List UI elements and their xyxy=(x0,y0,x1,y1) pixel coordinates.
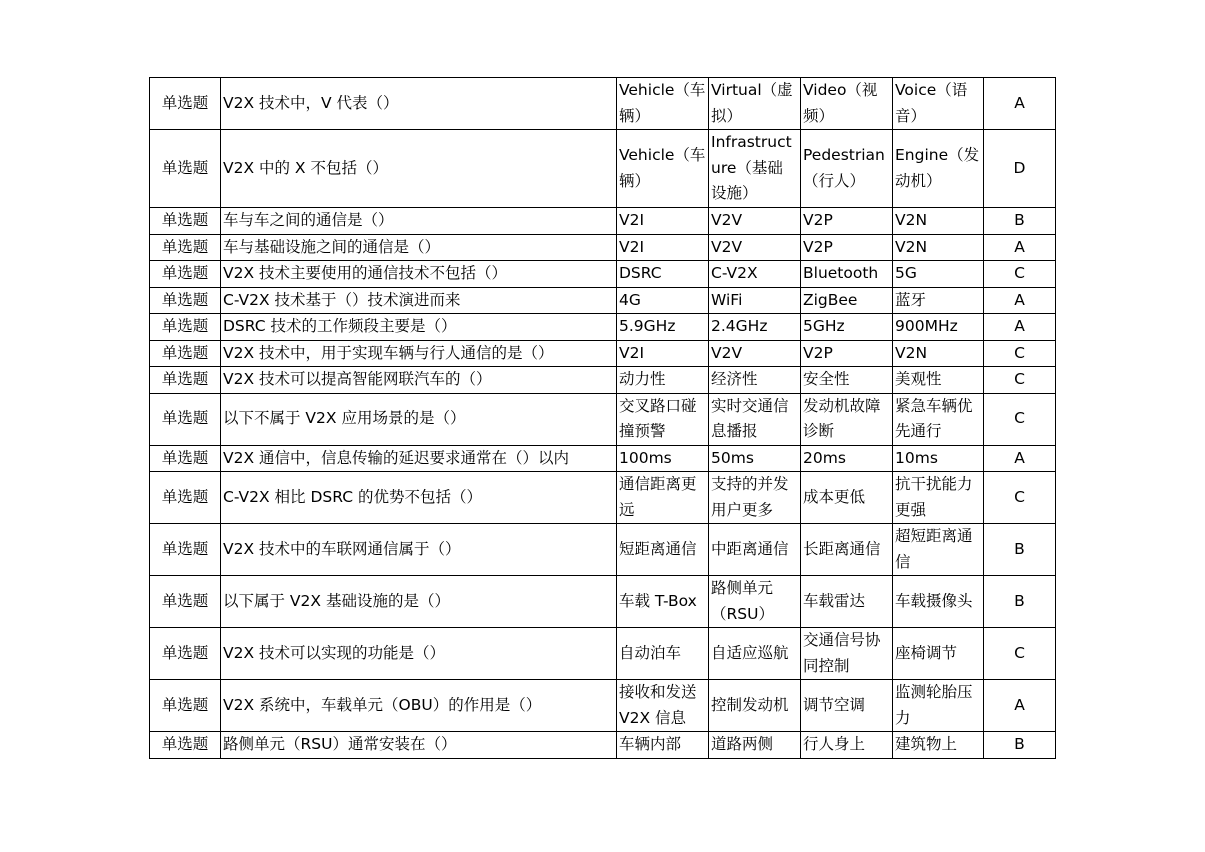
question-text-cell: V2X 系统中，车载单元（OBU）的作用是（） xyxy=(221,680,617,732)
question-text-cell: V2X 技术中的车联网通信属于（） xyxy=(221,524,617,576)
table-row xyxy=(150,576,1056,628)
option-b-cell: Virtual（虚拟） xyxy=(709,78,801,130)
option-c-cell: 调节空调 xyxy=(801,680,893,732)
option-c-cell: ZigBee xyxy=(801,287,893,314)
answer-cell: C xyxy=(984,261,1056,288)
option-d-cell: 紧急车辆优先通行 xyxy=(893,393,984,445)
answer-cell: D xyxy=(984,130,1056,208)
option-c-cell: V2P xyxy=(801,208,893,235)
question-type-cell: 单选题 xyxy=(150,287,221,314)
option-c-cell: Bluetooth xyxy=(801,261,893,288)
option-b-cell: 路侧单元（RSU） xyxy=(709,576,801,628)
question-type-cell: 单选题 xyxy=(150,576,221,628)
question-text-cell: V2X 技术可以实现的功能是（） xyxy=(221,628,617,680)
option-a-cell: Vehicle（车辆） xyxy=(617,130,709,208)
option-c-cell: 发动机故障诊断 xyxy=(801,393,893,445)
option-c-cell: 成本更低 xyxy=(801,472,893,524)
question-type-cell: 单选题 xyxy=(150,524,221,576)
option-a-cell: 自动泊车 xyxy=(617,628,709,680)
question-type-cell: 单选题 xyxy=(150,130,221,208)
question-type-cell: 单选题 xyxy=(150,78,221,130)
option-d-cell: 座椅调节 xyxy=(893,628,984,680)
answer-cell: C xyxy=(984,393,1056,445)
table-row xyxy=(150,524,1056,576)
option-c-cell: 长距离通信 xyxy=(801,524,893,576)
question-table xyxy=(149,77,1056,759)
question-type-cell: 单选题 xyxy=(150,732,221,759)
option-d-cell: 10ms xyxy=(893,445,984,472)
question-type-cell: 单选题 xyxy=(150,340,221,367)
answer-cell: A xyxy=(984,78,1056,130)
option-c-cell: Pedestrian（行人） xyxy=(801,130,893,208)
option-a-cell: 5.9GHz xyxy=(617,314,709,341)
option-a-cell: V2I xyxy=(617,340,709,367)
option-b-cell: WiFi xyxy=(709,287,801,314)
option-c-cell: 安全性 xyxy=(801,367,893,394)
question-type-cell: 单选题 xyxy=(150,628,221,680)
option-a-cell: 100ms xyxy=(617,445,709,472)
question-type-cell: 单选题 xyxy=(150,234,221,261)
option-d-cell: V2N xyxy=(893,340,984,367)
question-text-cell: V2X 中的 X 不包括（） xyxy=(221,130,617,208)
question-type-cell: 单选题 xyxy=(150,445,221,472)
option-d-cell: 美观性 xyxy=(893,367,984,394)
table-row xyxy=(150,445,1056,472)
option-d-cell: Voice（语音） xyxy=(893,78,984,130)
table-row xyxy=(150,287,1056,314)
option-c-cell: V2P xyxy=(801,234,893,261)
question-type-cell: 单选题 xyxy=(150,367,221,394)
option-d-cell: V2N xyxy=(893,234,984,261)
question-text-cell: V2X 技术中，用于实现车辆与行人通信的是（） xyxy=(221,340,617,367)
option-b-cell: 自适应巡航 xyxy=(709,628,801,680)
table-row xyxy=(150,628,1056,680)
table-row xyxy=(150,234,1056,261)
option-c-cell: 车载雷达 xyxy=(801,576,893,628)
question-text-cell: V2X 技术主要使用的通信技术不包括（） xyxy=(221,261,617,288)
answer-cell: C xyxy=(984,367,1056,394)
option-c-cell: V2P xyxy=(801,340,893,367)
question-text-cell: V2X 技术中，V 代表（） xyxy=(221,78,617,130)
table-row xyxy=(150,680,1056,732)
option-b-cell: V2V xyxy=(709,340,801,367)
option-c-cell: 交通信号协同控制 xyxy=(801,628,893,680)
table-row xyxy=(150,393,1056,445)
option-a-cell: 4G xyxy=(617,287,709,314)
option-b-cell: 50ms xyxy=(709,445,801,472)
option-d-cell: 监测轮胎压力 xyxy=(893,680,984,732)
question-text-cell: C-V2X 技术基于（）技术演进而来 xyxy=(221,287,617,314)
table-row xyxy=(150,340,1056,367)
option-d-cell: 车载摄像头 xyxy=(893,576,984,628)
question-text-cell: 以下属于 V2X 基础设施的是（） xyxy=(221,576,617,628)
option-b-cell: 控制发动机 xyxy=(709,680,801,732)
question-type-cell: 单选题 xyxy=(150,208,221,235)
option-d-cell: 建筑物上 xyxy=(893,732,984,759)
option-c-cell: Video（视频） xyxy=(801,78,893,130)
question-type-cell: 单选题 xyxy=(150,680,221,732)
option-a-cell: 车载 T-Box xyxy=(617,576,709,628)
option-a-cell: V2I xyxy=(617,208,709,235)
question-text-cell: 车与基础设施之间的通信是（） xyxy=(221,234,617,261)
answer-cell: B xyxy=(984,732,1056,759)
option-a-cell: 动力性 xyxy=(617,367,709,394)
option-b-cell: 中距离通信 xyxy=(709,524,801,576)
answer-cell: A xyxy=(984,445,1056,472)
option-a-cell: 接收和发送 V2X 信息 xyxy=(617,680,709,732)
question-type-cell: 单选题 xyxy=(150,261,221,288)
option-b-cell: 经济性 xyxy=(709,367,801,394)
question-table-body xyxy=(150,78,1056,759)
option-b-cell: V2V xyxy=(709,234,801,261)
question-text-cell: 路侧单元（RSU）通常安装在（） xyxy=(221,732,617,759)
option-a-cell: 车辆内部 xyxy=(617,732,709,759)
option-a-cell: 交叉路口碰撞预警 xyxy=(617,393,709,445)
table-row xyxy=(150,130,1056,208)
option-a-cell: 通信距离更远 xyxy=(617,472,709,524)
option-a-cell: 短距离通信 xyxy=(617,524,709,576)
question-text-cell: C-V2X 相比 DSRC 的优势不包括（） xyxy=(221,472,617,524)
option-b-cell: 支持的并发用户更多 xyxy=(709,472,801,524)
answer-cell: B xyxy=(984,208,1056,235)
option-c-cell: 行人身上 xyxy=(801,732,893,759)
question-text-cell: V2X 通信中，信息传输的延迟要求通常在（）以内 xyxy=(221,445,617,472)
option-d-cell: 超短距离通信 xyxy=(893,524,984,576)
option-c-cell: 5GHz xyxy=(801,314,893,341)
question-type-cell: 单选题 xyxy=(150,393,221,445)
table-row xyxy=(150,261,1056,288)
table-row xyxy=(150,367,1056,394)
option-b-cell: C-V2X xyxy=(709,261,801,288)
table-row xyxy=(150,732,1056,759)
question-text-cell: DSRC 技术的工作频段主要是（） xyxy=(221,314,617,341)
option-b-cell: 道路两侧 xyxy=(709,732,801,759)
option-b-cell: Infrastructure（基础设施） xyxy=(709,130,801,208)
option-b-cell: 实时交通信息播报 xyxy=(709,393,801,445)
answer-cell: A xyxy=(984,314,1056,341)
option-c-cell: 20ms xyxy=(801,445,893,472)
option-a-cell: DSRC xyxy=(617,261,709,288)
table-row xyxy=(150,208,1056,235)
question-type-cell: 单选题 xyxy=(150,472,221,524)
answer-cell: C xyxy=(984,472,1056,524)
option-d-cell: Engine（发动机） xyxy=(893,130,984,208)
answer-cell: B xyxy=(984,524,1056,576)
option-a-cell: Vehicle（车辆） xyxy=(617,78,709,130)
table-row xyxy=(150,78,1056,130)
option-a-cell: V2I xyxy=(617,234,709,261)
question-text-cell: 车与车之间的通信是（） xyxy=(221,208,617,235)
answer-cell: C xyxy=(984,628,1056,680)
option-b-cell: 2.4GHz xyxy=(709,314,801,341)
option-d-cell: 抗干扰能力更强 xyxy=(893,472,984,524)
answer-cell: A xyxy=(984,287,1056,314)
answer-cell: A xyxy=(984,234,1056,261)
option-d-cell: 900MHz xyxy=(893,314,984,341)
table-row xyxy=(150,472,1056,524)
question-text-cell: 以下不属于 V2X 应用场景的是（） xyxy=(221,393,617,445)
answer-cell: B xyxy=(984,576,1056,628)
answer-cell: C xyxy=(984,340,1056,367)
option-d-cell: 5G xyxy=(893,261,984,288)
question-type-cell: 单选题 xyxy=(150,314,221,341)
question-text-cell: V2X 技术可以提高智能网联汽车的（） xyxy=(221,367,617,394)
option-d-cell: 蓝牙 xyxy=(893,287,984,314)
table-row xyxy=(150,314,1056,341)
option-d-cell: V2N xyxy=(893,208,984,235)
answer-cell: A xyxy=(984,680,1056,732)
option-b-cell: V2V xyxy=(709,208,801,235)
